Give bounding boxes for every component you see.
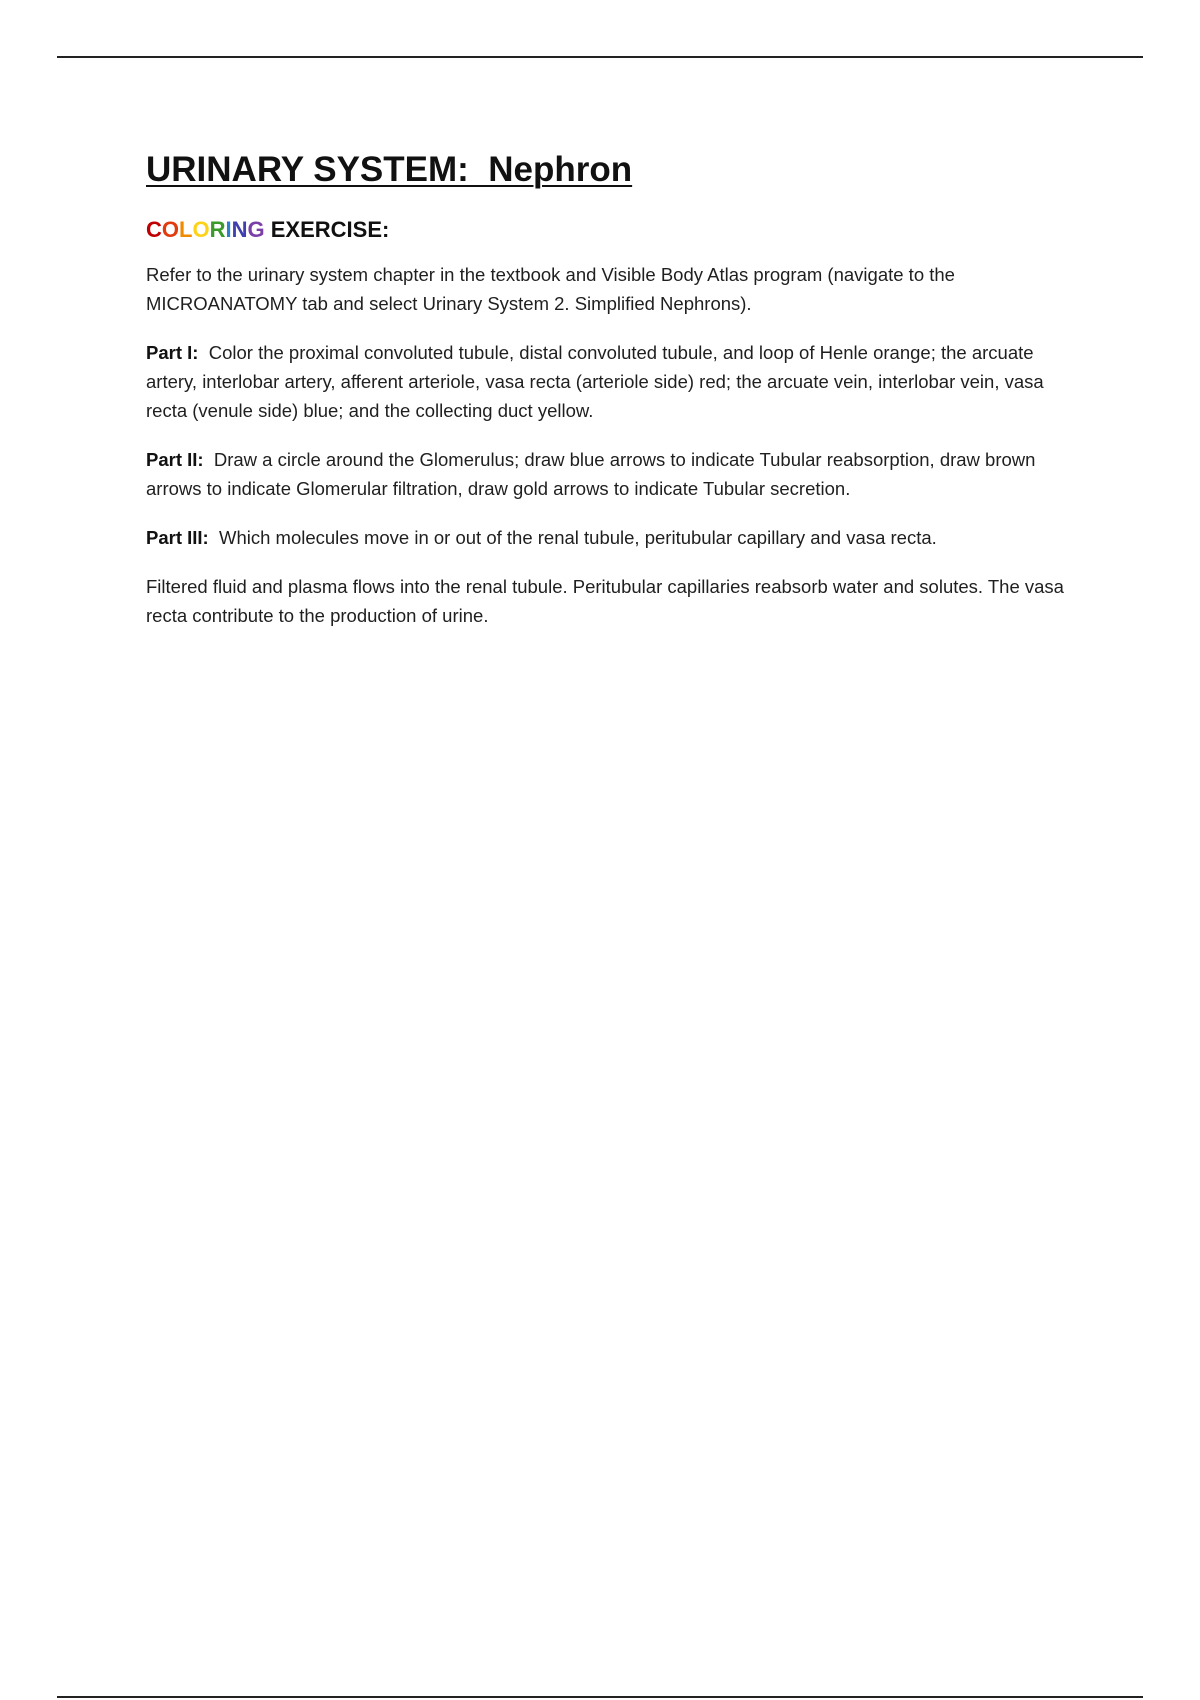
intro-paragraph: Refer to the urinary system chapter in the textbook and Visible Body Atlas program (navigate to the MICROANATOMY tab and select Urinary System 2. Simplified Nephrons). [146,264,955,314]
heading-letter-n: N [231,217,248,242]
heading-letter-g: G [247,217,265,242]
heading-letter-c: C [146,217,162,242]
part-3-paragraph [146,523,1086,552]
answer-paragraph: Filtered fluid and plasma flows into the renal tubule. Peritubular capillaries reabsorb water and solutes. The vasa recta contribute to the production of urine. [146,576,1064,626]
bottom-rule [57,1696,1143,1698]
part-1-paragraph [146,338,1086,425]
heading-rest-text: EXERCISE: [264,217,390,242]
top-rule [57,56,1143,58]
heading-letter-o2: O [192,217,210,242]
heading-letter-i: I [225,217,232,242]
part-1-text: Color the proximal convoluted tubule, distal convoluted tubule, and loop of Henle orange; the arcuate artery, interlobar artery, afferent arteriole, vasa recta (arteriole side) red; the arcuate vein, interlobar vein, vasa recta (venule side) blue; and the collecting duct yellow. [146,342,1044,421]
part-2-paragraph [146,445,1086,503]
heading-letter-r: R [209,217,226,242]
heading-letter-l: L [179,217,193,242]
part-3-text: Which molecules move in or out of the renal tubule, peritubular capillary and vasa recta. [219,527,937,548]
document-body [146,148,1086,630]
page-title: URINARY SYSTEM: Nephron [146,150,633,189]
part-1-label: Part I: [146,342,209,363]
heading-letter-o1: O [161,217,180,242]
part-2-label: Part II: [146,449,214,470]
part-2-text: Draw a circle around the Glomerulus; draw blue arrows to indicate Tubular reabsorption, draw brown arrows to indicate Glomerular filtration, draw gold arrows to indicate Tubular secretion. [146,449,1036,499]
coloring-exercise-heading [146,216,1086,244]
part-3-label: Part III: [146,527,219,548]
